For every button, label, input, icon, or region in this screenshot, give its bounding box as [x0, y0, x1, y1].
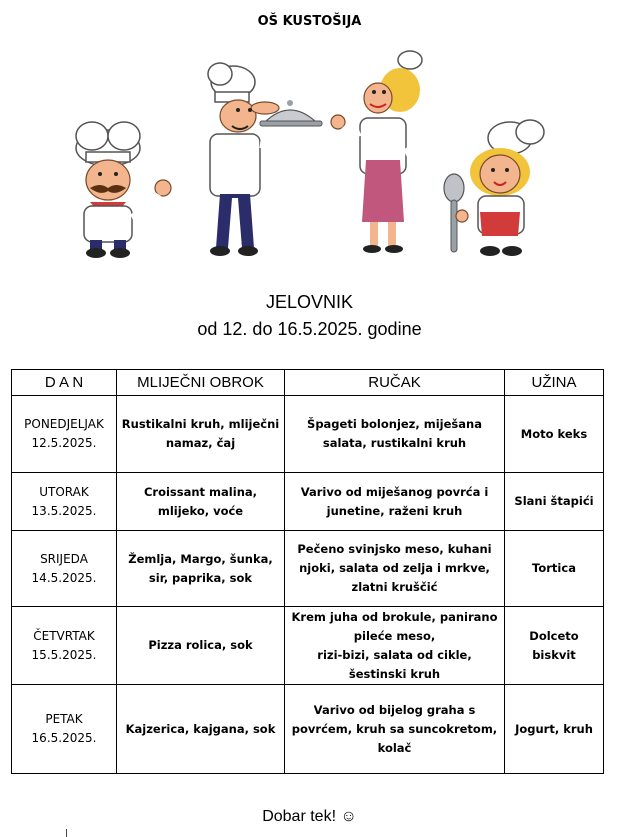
school-name: OŠ KUSTOŠIJA — [257, 14, 362, 29]
snack-line: biskvit — [532, 647, 576, 662]
breakfast-line: namaz, čaj — [165, 436, 236, 450]
day-cell — [12, 531, 117, 607]
lunch-line: salata, rustikalni kruh — [322, 436, 467, 450]
snack-cell — [505, 531, 604, 607]
lunch-line: njoki, salata od zelja i mrkve, — [299, 561, 490, 575]
table-row — [12, 531, 604, 607]
day-date: 13.5.2025. — [31, 503, 97, 518]
lunch-line: zlatni kruščić — [351, 580, 438, 594]
breakfast-cell — [117, 396, 285, 473]
snack-line: Tortica — [532, 561, 576, 575]
breakfast-line: sir, paprika, sok — [148, 570, 253, 585]
snack-cell — [505, 396, 604, 473]
day-name: SRIJEDA — [40, 551, 88, 566]
breakfast-line: Croissant malina, — [143, 484, 258, 499]
text-cursor — [66, 829, 67, 837]
breakfast-line: Pizza rolica, sok — [148, 638, 253, 652]
lunch-cell — [285, 531, 505, 607]
day-cell — [12, 685, 117, 774]
day-date: 12.5.2025. — [31, 436, 97, 450]
header-day: D A N — [12, 370, 117, 396]
lunch-line: Krem juha od brokule, panirano — [291, 609, 498, 624]
breakfast-line: mlijeko, voće — [157, 503, 244, 518]
lunch-line: povrćem, kruh sa suncokretom, — [291, 721, 498, 736]
lunch-line: Varivo od miješanog povrća i — [300, 484, 489, 499]
table-row — [12, 473, 604, 531]
snack-cell — [505, 685, 604, 774]
chefs-illustration — [60, 48, 560, 263]
tall-chef-icon — [208, 63, 322, 256]
breakfast-cell — [117, 531, 285, 607]
day-cell — [12, 473, 117, 531]
day-name: UTORAK — [39, 484, 89, 499]
lunch-line: Varivo od bijelog graha s — [313, 702, 476, 717]
lunch-line: šestinski kruh — [348, 666, 441, 681]
lunch-line: kolač — [377, 740, 412, 755]
day-date: 16.5.2025. — [31, 731, 97, 745]
breakfast-cell — [117, 473, 285, 531]
snack-line: Dolceto — [529, 628, 579, 643]
breakfast-line: Kajzerica, kajgana, sok — [125, 721, 276, 736]
day-name: PETAK — [45, 712, 83, 726]
footer-greeting: Dobar tek! ☺ — [262, 808, 357, 825]
snack-cell — [505, 607, 604, 685]
breakfast-line: Žemlja, Margo, šunka, — [128, 551, 273, 566]
day-date: 14.5.2025. — [31, 570, 97, 585]
breakfast-cell — [117, 607, 285, 685]
menu-date-range: od 12. do 16.5.2025. godine — [197, 319, 422, 339]
girl-chef-icon — [444, 120, 544, 256]
breakfast-line: Rustikalni kruh, mliječni — [121, 417, 280, 431]
table-header-row — [12, 370, 604, 396]
snack-cell — [505, 473, 604, 531]
lunch-cell — [285, 685, 505, 774]
header-lunch: RUČAK — [285, 370, 505, 396]
lunch-line: Špageti bolonjez, miješana — [307, 417, 482, 431]
lunch-line: junetine, raženi kruh — [326, 503, 463, 518]
header-breakfast: MLIJEČNI OBROK — [117, 370, 285, 396]
lunch-line: pileće meso, — [353, 628, 436, 643]
female-chef-icon — [331, 51, 422, 253]
table-row — [12, 607, 604, 685]
day-name: PONEDJELJAK — [24, 417, 104, 431]
menu-table — [11, 369, 604, 774]
snack-line: Slani štapići — [514, 494, 594, 508]
lunch-line: Pečeno svinjsko meso, kuhani — [297, 542, 492, 556]
snack-line: Moto keks — [520, 426, 588, 441]
day-name: ČETVRTAK — [33, 628, 95, 643]
lunch-cell — [285, 473, 505, 531]
lunch-cell — [285, 396, 505, 473]
table-row — [12, 685, 604, 774]
day-cell — [12, 607, 117, 685]
breakfast-cell — [117, 685, 285, 774]
lunch-line: rizi-bizi, salata od cikle, — [317, 647, 472, 662]
table-row — [12, 396, 604, 473]
day-cell — [12, 396, 117, 473]
header-snack: UŽINA — [505, 370, 604, 396]
mustache-chef-icon — [76, 122, 171, 258]
day-date: 15.5.2025. — [31, 647, 97, 662]
menu-title: JELOVNIK — [265, 292, 354, 312]
lunch-cell — [285, 607, 505, 685]
snack-line: Jogurt, kruh — [515, 721, 593, 736]
